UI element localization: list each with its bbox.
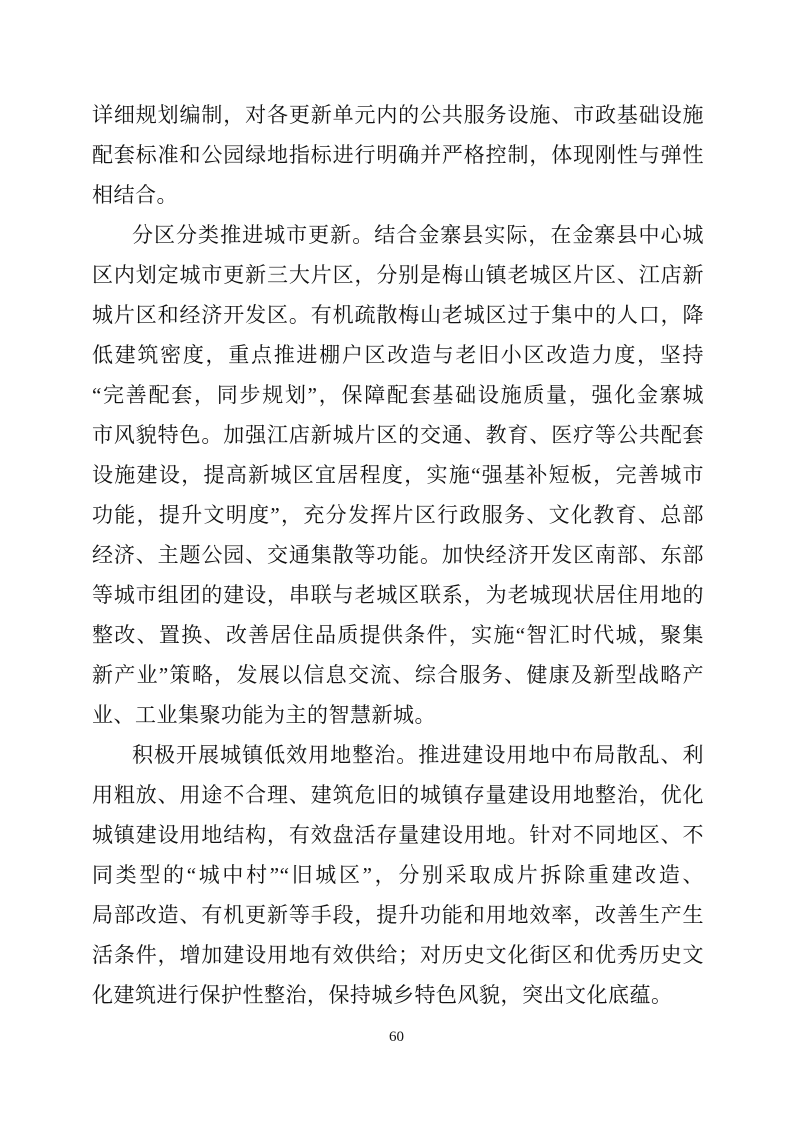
text-line: 区内划定城市更新三大片区，分别是梅山镇老城区片区、江店新: [92, 263, 704, 287]
text-line: 经济、主题公园、交通集散等功能。加快经济开发区南部、东部: [92, 543, 704, 567]
document-text-block: [92, 95, 704, 1015]
text-line: 详细规划编制，对各更新单元内的公共服务设施、市政基础设施: [92, 103, 704, 127]
text-line: 低建筑密度，重点推进棚户区改造与老旧小区改造力度，坚持: [92, 343, 704, 367]
text-line: 同类型的“城中村”“旧城区”，分别采取成片拆除重建改造、: [92, 863, 704, 887]
text-line: 活条件，增加建设用地有效供给；对历史文化街区和优秀历史文: [92, 943, 704, 967]
text-line: 整改、置换、改善居住品质提供条件，实施“智汇时代城，聚集: [92, 623, 704, 647]
page-footer: [0, 1028, 793, 1046]
text-line: 城片区和经济开发区。有机疏散梅山老城区过于集中的人口，降: [92, 303, 704, 327]
text-line: 设施建设，提高新城区宜居程度，实施“强基补短板，完善城市: [92, 463, 704, 487]
text-line: 新产业”策略，发展以信息交流、综合服务、健康及新型战略产: [92, 663, 704, 687]
text-line: “完善配套，同步规划”，保障配套基础设施质量，强化金寨城: [92, 383, 704, 407]
text-line: 分区分类推进城市更新。结合金寨县实际，在金寨县中心城: [132, 223, 704, 247]
text-line: 市风貌特色。加强江店新城片区的交通、教育、医疗等公共配套: [92, 423, 704, 447]
text-line: 等城市组团的建设，串联与老城区联系，为老城现状居住用地的: [92, 583, 704, 607]
text-line: 相结合。: [92, 183, 178, 207]
text-line: 功能，提升文明度”，充分发挥片区行政服务、文化教育、总部: [92, 503, 704, 527]
text-line: 配套标准和公园绿地指标进行明确并严格控制，体现刚性与弹性: [92, 143, 704, 167]
page-number: 60: [389, 1029, 404, 1045]
text-line: 业、工业集聚功能为主的智慧新城。: [92, 703, 436, 727]
text-line: 用粗放、用途不合理、建筑危旧的城镇存量建设用地整治，优化: [92, 783, 704, 807]
text-line: 积极开展城镇低效用地整治。推进建设用地中布局散乱、利: [132, 743, 704, 767]
paragraph: [92, 215, 704, 735]
text-line: 化建筑进行保护性整治，保持城乡特色风貌，突出文化底蕴。: [92, 983, 673, 1007]
paragraph: [92, 95, 704, 215]
text-line: 城镇建设用地结构，有效盘活存量建设用地。针对不同地区、不: [92, 823, 704, 847]
paragraph: [92, 735, 704, 1015]
text-line: 局部改造、有机更新等手段，提升功能和用地效率，改善生产生: [92, 903, 704, 927]
